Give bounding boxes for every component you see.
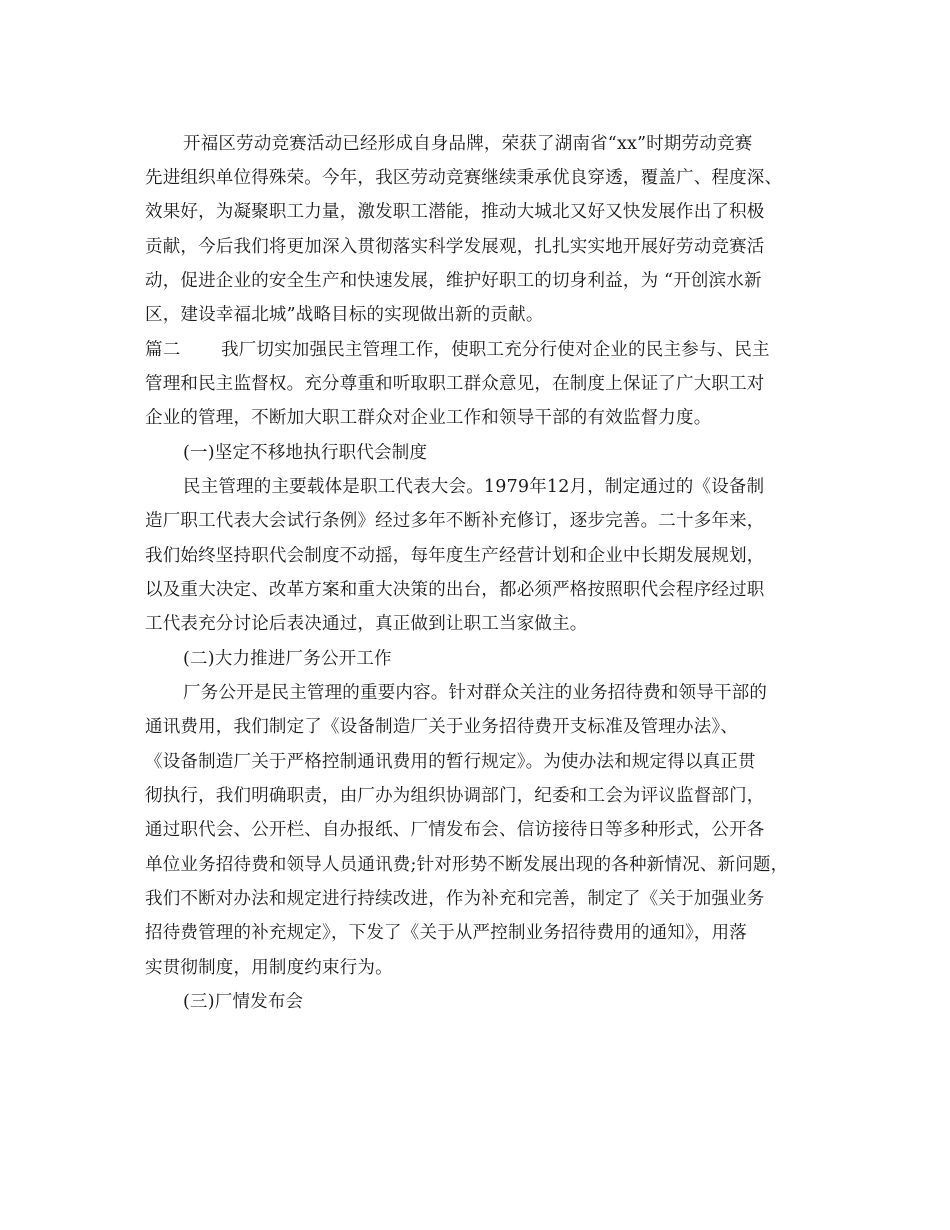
- paragraph-line: 彻执行，我们明确职责，由厂办为组织协调部门，纪委和工会为评议监督部门，: [145, 786, 765, 806]
- paragraph-line: 《设备制造厂关于严格控制通讯费用的暂行规定》。为使办法和规定得以真正贯: [145, 752, 756, 772]
- paragraph-line: 民主管理的主要载体是职工代表大会。1979年12月，制定通过的《设备制: [183, 477, 765, 497]
- paragraph-line: 我们始终坚持职代会制度不动摇，每年度生产经营计划和企业中长期发展规划，: [145, 546, 765, 566]
- paragraph-line: 通讯费用，我们制定了《设备制造厂关于业务招待费开支标准及管理办法》、: [145, 717, 739, 737]
- paragraph-line: 厂务公开是民主管理的重要内容。针对群众关注的业务招待费和领导干部的: [183, 683, 768, 703]
- paragraph-line: 先进组织单位得殊荣。今年，我区劳动竞赛继续秉承优良穿透，覆盖广、程度深、: [145, 168, 783, 188]
- subheading: (一)坚定不移地执行职代会制度: [183, 443, 428, 463]
- paragraph-line: 造厂职工代表大会试行条例》经过多年不断补充修订，逐步完善。二十多年来，: [145, 511, 765, 531]
- paragraph-line: 开福区劳动竞赛活动已经形成自身品牌，荣获了湖南省“xx”时期劳动竞赛: [183, 134, 753, 154]
- paragraph-line: 管理和民主监督权。充分尊重和听取职工群众意见，在制度上保证了广大职工对: [145, 374, 765, 394]
- paragraph-line: 通过职代会、公开栏、自办报纸、厂情发布会、信访接待日等多种形式，公开各: [145, 820, 765, 840]
- subheading: (三)厂情发布会: [183, 992, 304, 1012]
- section-text: 我厂切实加强民主管理工作，使职工充分行使对企业的民主参与、民主: [221, 340, 770, 360]
- paragraph-line: 实贯彻制度，用制度约束行为。: [145, 958, 393, 978]
- paragraph-line: 贡献，今后我们将更加深入贯彻落实科学发展观，扎扎实实地开展好劳动竞赛活: [145, 237, 765, 257]
- paragraph-line: 单位业务招待费和领导人员通讯费;针对形势不断发展出现的各种新情况、新问题，: [145, 855, 789, 875]
- paragraph-line: 我们不断对办法和规定进行持续改进，作为补充和完善，制定了《关于加强业务: [145, 889, 765, 909]
- paragraph-line: 企业的管理，不断加大职工群众对企业工作和领导干部的有效监督力度。: [145, 408, 712, 428]
- paragraph-line: 招待费管理的补充规定》，下发了《关于从严控制业务招待费用的通知》，用落: [145, 923, 747, 943]
- section-heading-line: [145, 339, 770, 361]
- subheading: (二)大力推进厂务公开工作: [183, 649, 392, 669]
- paragraph-line: 效果好，为凝聚职工力量，激发职工潜能，推动大城北又好又快发展作出了积极: [145, 202, 765, 222]
- paragraph-line: 工代表充分讨论后表决通过，真正做到让职工当家做主。: [145, 614, 588, 634]
- paragraph-line: 以及重大决定、改革方案和重大决策的出台，都必须严格按照职代会程序经过职: [145, 580, 765, 600]
- section-label: 篇二: [145, 340, 181, 360]
- paragraph-line: 动，促进企业的安全生产和快速发展，维护好职工的切身利益，为 “开创滨水新: [145, 271, 762, 291]
- paragraph-line: 区，建设幸福北城”战略目标的实现做出新的贡献。: [145, 305, 544, 325]
